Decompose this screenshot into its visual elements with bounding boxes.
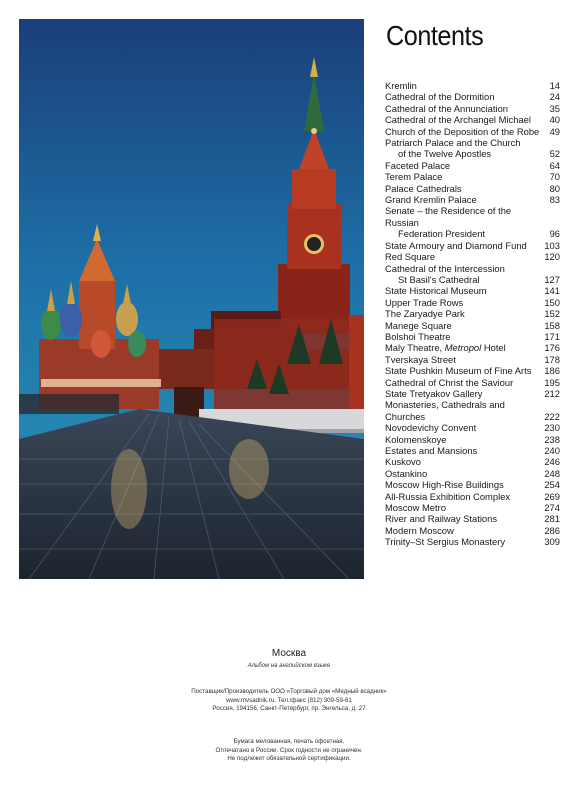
toc-entry-title-text: Ostankino — [385, 467, 428, 479]
toc-entry-title-text: Maly Theatre, — [385, 342, 445, 354]
toc-entry[interactable] — [385, 194, 560, 205]
toc-entry-title-text: Cathedral of the Intercession — [385, 262, 505, 274]
toc-entry-title-text: Cathedral of Christ the Saviour — [385, 376, 514, 388]
toc-entry-page: 248 — [544, 467, 560, 479]
toc-entry-page: 176 — [544, 342, 560, 354]
toc-entry[interactable] — [385, 525, 560, 536]
toc-entry-page: 186 — [544, 365, 560, 377]
toc-entry-title — [385, 103, 546, 114]
toc-entry-page: 222 — [544, 410, 560, 422]
toc-entry-title-continued: St Basil's Cathedral — [398, 273, 480, 285]
toc-entry[interactable] — [385, 285, 560, 296]
toc-entry-page: 49 — [549, 125, 560, 137]
toc-entry-title — [385, 114, 546, 125]
toc-entry-page: 127 — [544, 273, 560, 285]
toc-entry[interactable] — [385, 354, 560, 365]
toc-entry[interactable] — [385, 126, 560, 137]
toc-entry[interactable] — [385, 388, 560, 399]
toc-entry-title — [385, 137, 546, 160]
toc-entry[interactable] — [385, 80, 560, 91]
toc-entry-title — [385, 308, 540, 319]
imprint-print-info — [0, 738, 578, 764]
toc-entry[interactable] — [385, 536, 560, 547]
toc-entry-title-text: Moscow High-Rise Buildings — [385, 479, 504, 491]
toc-entry-page: 64 — [549, 159, 560, 171]
red-square-photo — [19, 19, 364, 579]
toc-entry-title-text: Palace Cathedrals — [385, 182, 462, 194]
toc-entry-title — [385, 171, 546, 182]
toc-entry-title-text: Estates and Mansions — [385, 445, 478, 456]
toc-entry-title-text: Moscow Metro — [385, 502, 446, 514]
toc-entry-title-text: Manege Square — [385, 319, 452, 331]
toc-entry-title — [385, 240, 540, 251]
toc-entry-title-text: River and Railway Stations — [385, 513, 498, 525]
toc-entry[interactable] — [385, 103, 560, 114]
toc-entry-title-italic: Metropol — [444, 342, 482, 354]
toc-entry[interactable] — [385, 468, 560, 479]
toc-entry-title-text: Tverskaya Street — [385, 353, 456, 365]
toc-entry-title — [385, 434, 540, 445]
toc-entry[interactable] — [385, 502, 560, 513]
toc-entry-title-text: Modern Moscow — [385, 524, 454, 536]
toc-entry[interactable] — [385, 479, 560, 490]
toc-entry-title — [385, 297, 540, 308]
toc-entry-title-text: The Zaryadye Park — [385, 308, 465, 320]
toc-entry-page: 240 — [544, 445, 560, 456]
toc-entry-page: 238 — [544, 433, 560, 445]
toc-entry-page: 52 — [549, 148, 560, 160]
toc-entry-title-text: State Pushkin Museum of Fine Arts — [385, 365, 532, 377]
toc-entry-title-text: Cathedral of the Dormition — [385, 91, 495, 103]
toc-entry-title-text: Cathedral of the Annunciation — [385, 102, 509, 114]
toc-entry-title-continued: Federation President — [398, 228, 486, 240]
toc-entry-title — [385, 513, 540, 524]
red-square-illustration — [19, 19, 364, 579]
imprint-cert: Не подлежит обязательной сертификации. — [227, 755, 351, 762]
toc-entry[interactable] — [385, 308, 560, 319]
toc-entry[interactable] — [385, 491, 560, 502]
toc-entry-title — [385, 342, 540, 353]
imprint-paper: Бумага мелованная, печать офсетная. — [233, 738, 345, 745]
toc-entry-page: 286 — [544, 524, 560, 536]
toc-entry-page: 24 — [549, 91, 560, 103]
toc-entry[interactable] — [385, 137, 560, 160]
toc-entry-title — [385, 160, 546, 171]
toc-entry-title-continued: of the Twelve Apostles — [398, 148, 492, 160]
toc-entry[interactable] — [385, 297, 560, 308]
toc-entry[interactable] — [385, 114, 560, 125]
toc-entry-title-text: Church of the Deposition of the Robe — [385, 125, 540, 137]
toc-entry-title — [385, 285, 540, 296]
table-of-contents — [385, 80, 560, 548]
toc-entry-page: 96 — [549, 228, 560, 240]
toc-entry-title-suffix: Hotel — [481, 342, 506, 354]
toc-entry-title-text: Cathedral of the Archangel Michael — [385, 114, 531, 126]
toc-entry-page: 103 — [544, 239, 560, 251]
toc-entry-title — [385, 479, 540, 490]
toc-entry-title-text: Trinity–St Sergius Monastery — [385, 536, 506, 548]
toc-entry-title — [385, 536, 540, 547]
toc-entry[interactable] — [385, 365, 560, 376]
toc-entry-page: 80 — [549, 182, 560, 194]
toc-entry-title — [385, 331, 540, 342]
toc-entry-title-text: Monasteries, Cathedrals and Churches — [385, 399, 505, 422]
toc-entry-page: 70 — [549, 171, 560, 183]
toc-entry-title-text: Grand Kremlin Palace — [385, 194, 477, 206]
toc-entry-title — [385, 377, 540, 388]
toc-entry[interactable] — [385, 434, 560, 445]
toc-entry-page: 246 — [544, 456, 560, 468]
imprint-subtitle: Альбом на английском языке — [247, 663, 331, 669]
toc-entry-title-text: Terem Palace — [385, 171, 443, 183]
toc-entry-page: 14 — [549, 80, 560, 91]
toc-entry-title — [385, 399, 540, 422]
toc-entry-page: 309 — [544, 536, 560, 548]
toc-entry-title — [385, 468, 540, 479]
toc-entry-title-text: Patriarch Palace and the Church — [385, 137, 521, 149]
toc-entry-page: 150 — [544, 296, 560, 308]
toc-entry-page: 120 — [544, 251, 560, 263]
toc-entry-title — [385, 91, 546, 102]
imprint-supplier: Поставщик/Производитель ООО «Торговый дом «Медный всадник» — [191, 688, 387, 695]
toc-entry-title — [385, 320, 540, 331]
toc-entry-title — [385, 502, 540, 513]
toc-entry-title-text: Kremlin — [385, 80, 417, 91]
toc-entry-title-text: Red Square — [385, 251, 436, 263]
toc-entry-title — [385, 80, 546, 91]
toc-entry-title — [385, 456, 540, 467]
imprint-printed: Отпечатано в России. Срок годности не ограничен. — [215, 746, 363, 754]
imprint-title: Москва — [271, 648, 307, 659]
toc-entry-page: 274 — [544, 502, 560, 514]
toc-entry[interactable] — [385, 160, 560, 171]
toc-entry-page: 230 — [544, 422, 560, 434]
toc-entry-page: 158 — [544, 319, 560, 331]
toc-entry-page: 269 — [544, 490, 560, 502]
toc-entry[interactable] — [385, 422, 560, 433]
toc-entry[interactable] — [385, 320, 560, 331]
toc-entry-title-text: Upper Trade Rows — [385, 296, 464, 308]
toc-entry-page: 212 — [544, 387, 560, 399]
toc-entry-page: 171 — [544, 330, 560, 342]
toc-entry-title — [385, 263, 540, 286]
toc-entry[interactable] — [385, 331, 560, 342]
toc-entry[interactable] — [385, 251, 560, 262]
toc-entry-title-text: Kolomenskoye — [385, 433, 447, 445]
toc-entry-page: 141 — [544, 285, 560, 297]
toc-entry[interactable] — [385, 377, 560, 388]
contents-heading: Contents — [386, 20, 484, 51]
toc-entry-page: 195 — [544, 376, 560, 388]
toc-entry-page: 152 — [544, 308, 560, 320]
toc-entry-title — [385, 491, 540, 502]
toc-entry-title-text: Kuskovo — [385, 456, 421, 468]
toc-entry-title — [385, 422, 540, 433]
toc-entry[interactable] — [385, 456, 560, 467]
toc-entry-page: 178 — [544, 353, 560, 365]
toc-entry-title-text: State Tretyakov Gallery — [385, 387, 483, 399]
toc-entry[interactable] — [385, 263, 560, 286]
toc-entry-page: 40 — [549, 114, 560, 126]
toc-entry-page: 281 — [544, 513, 560, 525]
toc-entry-title — [385, 365, 540, 376]
imprint-publisher-info — [0, 688, 578, 714]
toc-entry-title-text: Faceted Palace — [385, 159, 451, 171]
imprint-contacts: www.mvsadnik.ru. Тел./факс (812) 309-59-61 — [226, 696, 352, 704]
toc-entry[interactable] — [385, 399, 560, 422]
toc-entry-title — [385, 251, 540, 262]
toc-entry[interactable] — [385, 342, 560, 353]
toc-entry[interactable] — [385, 183, 560, 194]
toc-entry-title — [385, 205, 546, 239]
toc-entry-title — [385, 354, 540, 365]
toc-entry-title — [385, 194, 546, 205]
toc-entry-title — [385, 126, 546, 137]
toc-entry-title — [385, 388, 540, 399]
toc-entry[interactable] — [385, 445, 560, 456]
toc-entry-page: 83 — [549, 194, 560, 206]
toc-entry-title-text: State Historical Museum — [385, 285, 487, 297]
toc-entry-title-text: Bolshoi Theatre — [385, 330, 451, 342]
toc-entry[interactable] — [385, 205, 560, 239]
toc-entry-title-text: Novodevichy Convent — [385, 422, 477, 434]
toc-entry[interactable] — [385, 91, 560, 102]
toc-entry-page: 254 — [544, 479, 560, 491]
toc-entry-page: 35 — [549, 102, 560, 114]
toc-entry[interactable] — [385, 171, 560, 182]
toc-entry-title — [385, 183, 546, 194]
toc-entry-title — [385, 525, 540, 536]
toc-entry-title-text: State Armoury and Diamond Fund — [385, 239, 527, 251]
toc-entry-title-text: Senate – the Residence of the Russian — [385, 205, 512, 228]
toc-entry[interactable] — [385, 513, 560, 524]
toc-entry-title — [385, 445, 540, 456]
toc-entry[interactable] — [385, 240, 560, 251]
toc-entry-title-text: All-Russia Exhibition Complex — [385, 490, 511, 502]
imprint-address: Россия, 194156, Санкт-Петербург, пр. Энгельса, д. 27 — [212, 705, 366, 712]
